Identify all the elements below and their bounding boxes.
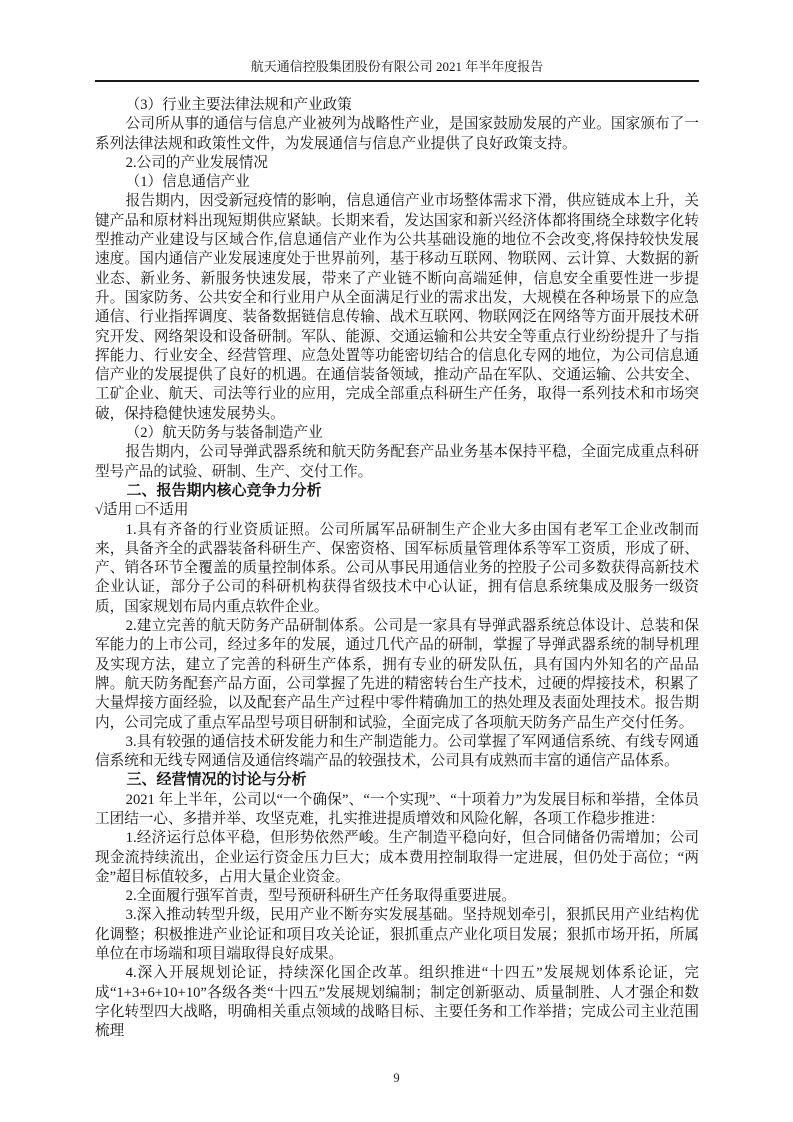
- paragraph-operation-item4: 4.深入开展规划论证，持续深化国企改革。组织推进“十四五”发展规划体系论证，完成“1+3+6+10+10”各级各类“十四五”发展规划编制；制定创新驱动、质量制胜、人才强企和数字化转型四大战略，明确相关重点领域的战略目标、主要任务和工作举措；完成公司主业范围梳理: [95, 965, 699, 1040]
- report-title: 航天通信控股集团股份有限公司 2021 年半年度报告: [250, 59, 544, 74]
- page-header: [95, 56, 699, 82]
- paragraph-operation-intro: 2021 年上半年，公司以“一个确保”、“一个实现”、“十项着力”为发展目标和举措，全体员工团结一心、多措并举、攻坚克难，扎实推进提质增效和风险化解，各项工作稳步推进：: [95, 791, 699, 827]
- applicability-checkline: √适用 □不适用: [95, 502, 189, 519]
- page-number: 9: [393, 1071, 400, 1085]
- subsection-heading-legal-policy: （3）行业主要法律法规和产业政策: [125, 97, 352, 113]
- subsection-heading-info-communication: （1）信息通信产业: [125, 174, 250, 191]
- page-footer: [0, 1071, 793, 1086]
- paragraph-operation-item1: 1.经济运行总体平稳，但形势依然严峻。生产制造平稳向好，但合同储备仍需增加；公司现金流持续流出，企业运行资金压力巨大；成本费用控制取得一定进展，但仍处于高位；“两金”超目标值较多，占用大量企业资金。: [95, 830, 699, 885]
- paragraph-operation-item3: 3.深入推动转型升级，民用产业不断夯实发展基础。坚持规划牵引，狠抓民用产业结构优化调整；积极推进产业论证和项目攻关论证，狠抓重点产业化项目发展；狠抓市场开拓，所属单位在市场端和项目端取得良好成果。: [95, 907, 699, 963]
- paragraph-communication-tech-capability: 3.具有较强的通信技术研发能力和生产制造能力。公司掌握了军网通信系统、有线专网通信系统和无线专网通信及通信终端产品的较强技术，公司具有成熟而丰富的通信产品体系。: [95, 733, 699, 770]
- page-content: [95, 96, 699, 1042]
- paragraph-legal-policy: 公司所从事的通信与信息产业被列为战略性产业，是国家鼓励发展的产业。国家颁布了一系列法律法规和政策性文件，为发展通信与信息产业提供了良好政策支持。: [95, 116, 699, 152]
- section-heading-operation-analysis: 三、经营情况的讨论与分析: [126, 772, 307, 789]
- paragraph-operation-item2: 2.全面履行强军首责，型号预研科研生产任务取得重要进展。: [125, 888, 517, 905]
- paragraph-defense-rnd-system: 2.建立完善的航天防务产品研制体系。公司是一家具有导弹武器系统总体设计、总装和保军能力的上市公司，经过多年的发展，通过几代产品的研制，掌握了导弹武器系统的制导机理及实现方法，建立了完善的科研生产体系，拥有专业的研发队伍，具有国内外知名的产品品牌。航天防务配套产品方面，公司掌握了先进的精密转台生产技术，过硬的焊接技术，积累了大量焊接方面经验，以及配套产品生产过程中零件精确加工的热处理及表面处理技术。报告期内，公司完成了重点军品型号项目研制和试验，全面完成了各项航天防务产品生产交付任务。: [95, 618, 699, 731]
- item-heading-industry-development: 2.公司的产业发展情况: [125, 154, 268, 171]
- paragraph-aerospace-defense: 报告期内，公司导弹武器系统和航天防务配套产品业务基本保持平稳，全面完成重点科研型号产品的试验、研制、生产、交付工作。: [95, 444, 699, 480]
- paragraph-info-communication: 报告期内，因受新冠疫情的影响，信息通信产业市场整体需求下滑，供应链成本上升，关键产品和原材料出现短期供应紧缺。长期来看，发达国家和新兴经济体都将围绕全球数字化转型推动产业建设与区域合作,信息通信产业作为公共基础设施的地位不会改变,将保持较快发展速度。国内通信产业发展速度处于世界前列，基于移动互联网、物联网、云计算、大数据的新业态、新业务、新服务快速发展，带来了产业链不断向高端延伸，信息安全重要性进一步提升。国家防务、公共安全和行业用户从全面满足行业的需求出发，大规模在各种场景下的应急通信、行业指挥调度、装备数据链信息传输、战术互联网、物联网泛在网络等方面开展技术研究开发、网络架设和设备研制。军队、能源、交通运输和公共安全等重点行业纷纷提升了与指挥能力、行业安全、经营管理、应急处置等功能密切结合的信息化专网的地位，为公司信息通信产业的发展提供了良好的机遇。在通信装备领域，推动产品在军队、交通运输、公共安全、工矿企业、航天、司法等行业的应用，完成全部重点科研生产任务，取得一系列技术和市场突破，保持稳健快速发展势头。: [95, 193, 699, 422]
- section-heading-core-competitiveness: 二、报告期内核心竞争力分析: [126, 482, 322, 499]
- subsection-heading-aerospace-defense: （2）航天防务与装备制造产业: [125, 425, 323, 442]
- paragraph-qualifications: 1.具有齐备的行业资质证照。公司所属军品研制生产企业大多由国有老军工企业改制而来，具备齐全的武器装备科研生产、保密资格、国军标质量管理体系等军工资质，形成了研、产、销各环节全覆盖的质量控制体系。公司从事民用通信业务的控股子公司多数获得高新技术企业认证，部分子公司的科研机构获得省级技术中心认证，拥有信息系统集成及服务一级资质，国家规划布局内重点软件企业。: [95, 521, 699, 615]
